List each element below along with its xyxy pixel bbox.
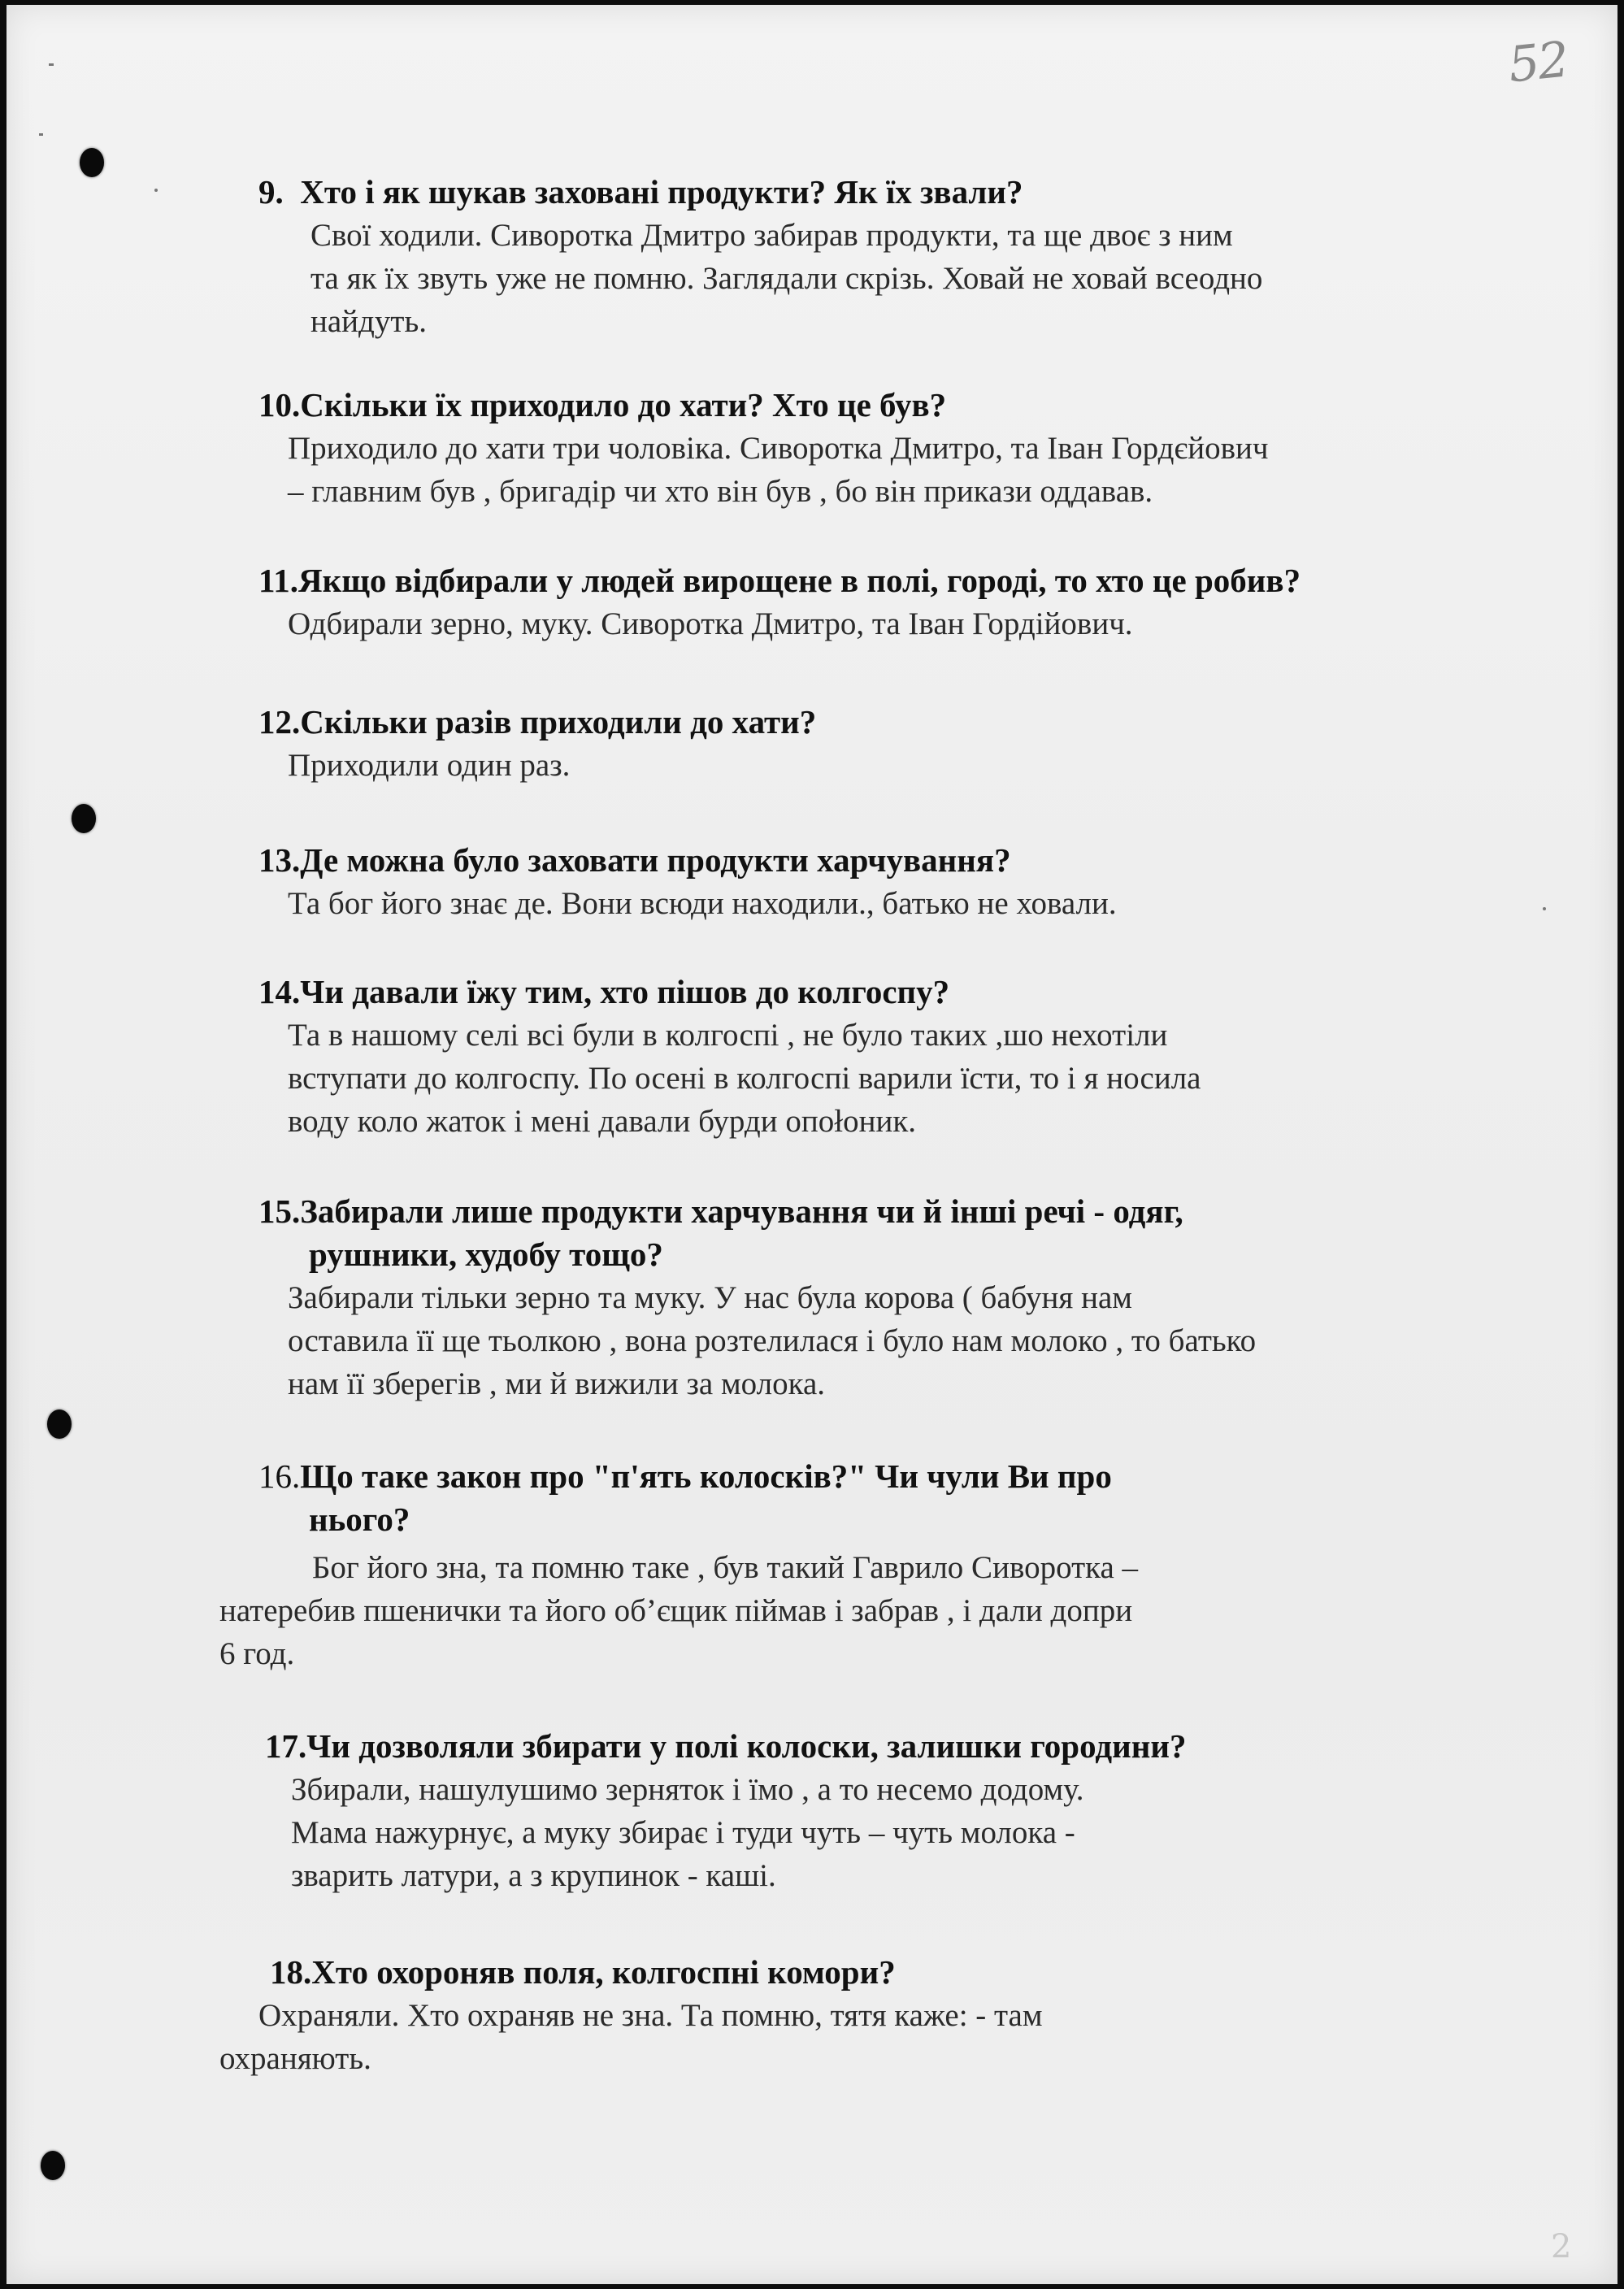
punch-hole-1 [80, 148, 104, 177]
question [258, 559, 1301, 602]
question-number: 14. [258, 973, 301, 1010]
question-text: Чи давали їжу тим, хто пішов до колгоспу? [300, 973, 950, 1010]
question-text: нього? [309, 1501, 410, 1538]
answer-line: Та бог його знає де. Вони всюди находили., батько не ховали. [288, 886, 1117, 921]
answer-line: воду коло жаток і мені давали бурди опołоник. [288, 1104, 917, 1139]
answer [265, 1768, 1187, 1897]
question [265, 1725, 1187, 1768]
qa-item-10 [258, 384, 1269, 513]
document-page [7, 5, 1617, 2284]
punch-hole-3 [47, 1409, 72, 1439]
answer-line: та як їх звуть уже не помню. Заглядали скрізь. Ховай не ховай всеодно [310, 261, 1263, 296]
answer [258, 602, 1301, 645]
qa-item-11 [258, 559, 1301, 645]
answer [258, 744, 816, 787]
question [219, 1951, 1043, 1994]
answer [258, 427, 1269, 513]
answer-line: 6 год. [219, 1636, 295, 1671]
answer-line: охраняють. [219, 2041, 371, 2076]
scan-mark [1543, 907, 1546, 910]
answer-line: Мама нажурнує, а муку збирає і туди чуть – чуть молока - [291, 1815, 1075, 1850]
answer-line: Приходило до хати три чоловіка. Сиворотка Дмитро, та Іван Гордєйович [288, 431, 1269, 466]
scan-mark [49, 63, 54, 66]
punch-hole-4 [41, 2151, 65, 2180]
qa-item-17 [265, 1725, 1187, 1897]
scan-mark [154, 189, 158, 192]
answer-16 [219, 1546, 1138, 1675]
question-text: Забирали лише продукти харчування чи й інші речі - одяг, [300, 1192, 1183, 1230]
question-number: 17. [265, 1727, 307, 1765]
answer-line: зварить латури, а з крупинок - каші. [291, 1858, 776, 1893]
answer-line: Забирали тільки зерно та муку. У нас була корова ( бабуня нам [288, 1280, 1132, 1315]
answer-line: – главним був , бригадір чи хто він був , бо він прикази оддавав. [288, 474, 1153, 509]
answer-line: натеребив пшенички та його об’єщик піймав і забрав , і дали допри [219, 1593, 1133, 1628]
qa-item-12 [258, 701, 816, 787]
question [258, 839, 1117, 882]
answer-line: вступати до колгоспу. По осені в колгоспі варили їсти, то і я носила [288, 1061, 1201, 1096]
answer [258, 214, 1262, 343]
question-text: Скільки їх приходило до хати? Хто це був? [300, 386, 947, 423]
answer-line: Охраняли. Хто охраняв не зна. Та помню, тятя каже: - там [258, 1998, 1043, 2033]
question-number: 12. [258, 703, 301, 741]
question-text: Скільки разів приходили до хати? [300, 703, 817, 741]
answer-line: найдуть. [310, 304, 427, 339]
answer-line: Збирали, нашулушимо зерняток і їмо , а то несемо додому. [291, 1772, 1084, 1807]
question [258, 1455, 1112, 1541]
corner-mark: 2 [1551, 2228, 1572, 2265]
answer [219, 1994, 1043, 2080]
answer-line: Приходили один раз. [288, 748, 571, 783]
qa-item-14 [258, 971, 1201, 1143]
question [258, 384, 1269, 427]
scan-mark [39, 133, 43, 136]
answer-line: нам її зберегів , ми й вижили за молока. [288, 1366, 826, 1401]
answer-line: Та в нашому селі всі були в колгоспі , не було таких ,шо нехотіли [288, 1018, 1168, 1053]
question [258, 701, 816, 744]
qa-item-16 [258, 1455, 1112, 1541]
question [258, 1190, 1256, 1276]
question-number: 16. [258, 1457, 301, 1495]
answer-line: Бог його зна, та помню таке , був такий Гаврило Сиворотка – [312, 1550, 1139, 1585]
question-text: Хто і як шукав заховані продукти? Як їх звали? [300, 173, 1023, 211]
answer [258, 1014, 1201, 1143]
question-number: 15. [258, 1192, 301, 1230]
question-number: 18. [270, 1953, 312, 1991]
qa-item-9 [258, 171, 1262, 343]
question-number: 11. [258, 562, 298, 599]
question [258, 971, 1201, 1014]
question-text: Якщо відбирали у людей вирощене в полі, городі, то хто це робив? [298, 562, 1301, 599]
qa-item-15 [258, 1190, 1256, 1405]
answer [258, 882, 1117, 925]
question-number: 9. [258, 173, 284, 211]
question-text: рушники, худобу тощо? [309, 1236, 663, 1273]
answer-line: Одбирали зерно, муку. Сиворотка Дмитро, та Іван Гордійович. [288, 606, 1133, 641]
qa-item-18 [219, 1951, 1043, 2080]
question-text: Де можна було заховати продукти харчування? [300, 841, 1011, 879]
question-number: 13. [258, 841, 301, 879]
question-text: Що таке закон про "п'ять колосків?" Чи чули Ви про [300, 1457, 1112, 1495]
punch-hole-2 [72, 804, 96, 833]
question-number: 10. [258, 386, 301, 423]
question-text: Хто охороняв поля, колгоспні комори? [311, 1953, 896, 1991]
qa-item-13 [258, 839, 1117, 925]
answer [258, 1276, 1256, 1405]
answer-line: оставила її ще тьолкою , вона розтелилася і було нам молоко , то батько [288, 1323, 1257, 1358]
handwritten-page-number: 52 [1505, 31, 1570, 94]
question-text: Чи дозволяли збирати у полі колоски, залишки городини? [306, 1727, 1187, 1765]
question [258, 171, 1262, 214]
answer-line: Свої ходили. Сиворотка Дмитро забирав продукти, та ще двоє з ним [310, 218, 1233, 253]
